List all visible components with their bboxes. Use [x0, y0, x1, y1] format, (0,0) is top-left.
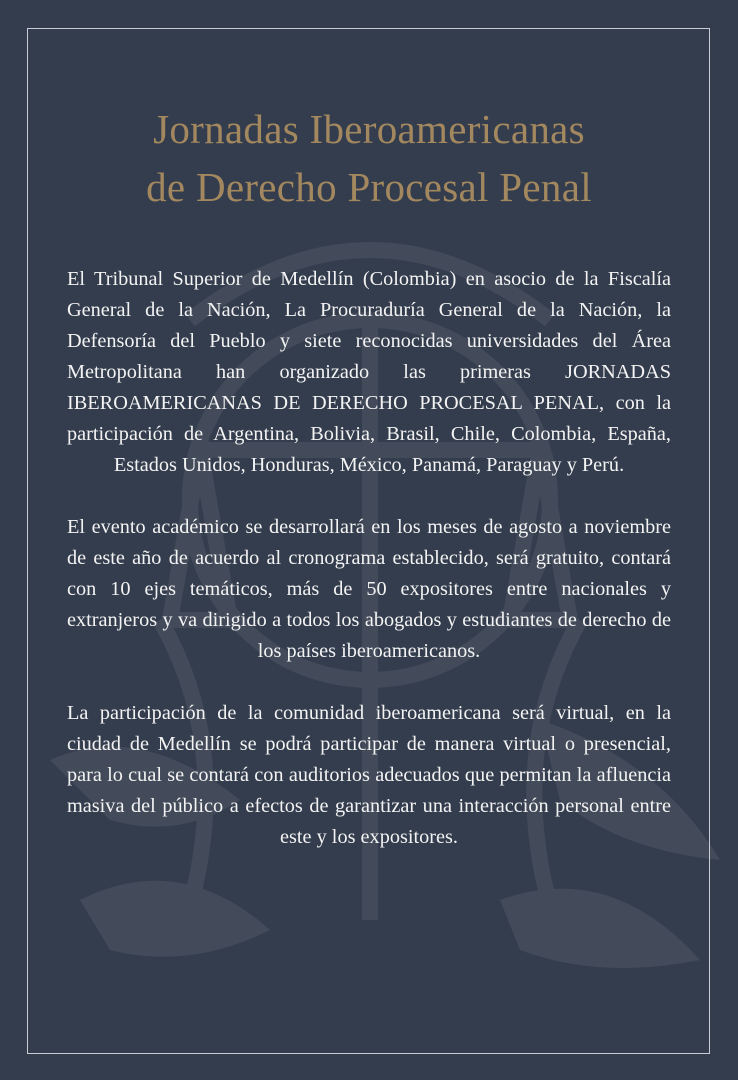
title-line-2: de Derecho Procesal Penal: [146, 164, 592, 210]
body-text: [67, 264, 671, 884]
page-title: [0, 100, 738, 216]
paragraph-intro: El Tribunal Superior de Medellín (Colombia) en asocio de la Fiscalía General de la Nación, La Procuraduría General de la Nación, la Defensoría del Pueblo y siete reconocidas universidades del Área Metropolitana han organizado las primeras JORNADAS IBEROAMERICANAS DE DERECHO PROCESAL PENAL, con la participación de Argentina, Bolivia, Brasil, Chile, Colombia, España, Estados Unidos, Honduras, México, Panamá, Paraguay y Perú.: [67, 268, 671, 476]
paragraph-event: El evento académico se desarrollará en los meses de agosto a noviembre de este año de acuerdo al cronograma establecido, será gratuito, contará con 10 ejes temáticos, más de 50 expositores entre nacionales y extranjeros y va dirigido a todos los abogados y estudiantes de derecho de los países iberoamericanos.: [67, 516, 671, 662]
paragraph-participation: La participación de la comunidad iberoamericana será virtual, en la ciudad de Medellín se podrá participar de manera virtual o presencial, para lo cual se contará con auditorios adecuados que permitan la afluencia masiva del público a efectos de garantizar una interacción personal entre este y los expositores.: [67, 702, 671, 848]
title-line-1: Jornadas Iberoamericanas: [153, 106, 585, 152]
